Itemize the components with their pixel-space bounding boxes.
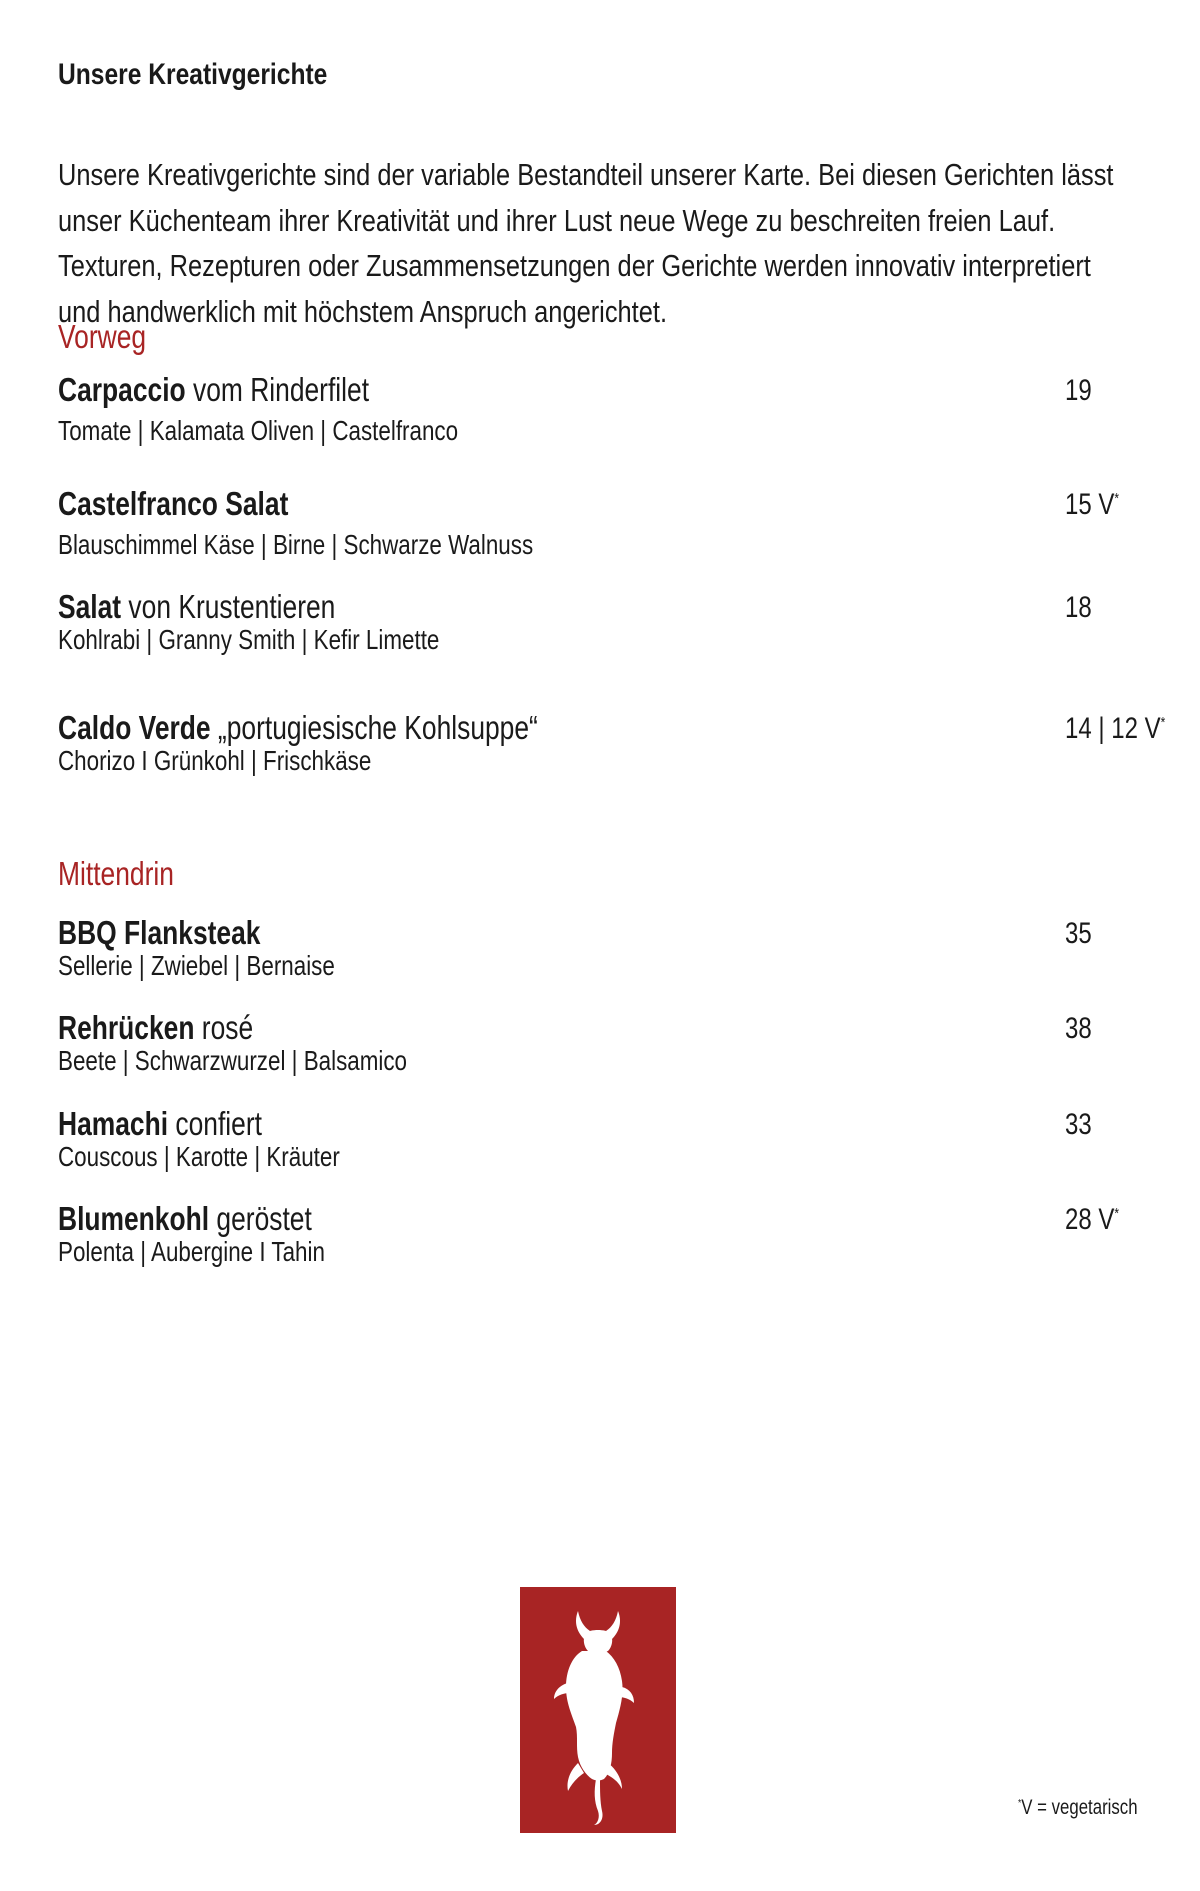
dish-name [58, 709, 538, 747]
footnote-vegetarian [1018, 1796, 1138, 1820]
dish-name-suffix: geröstet [209, 1200, 312, 1237]
logo [520, 1587, 676, 1833]
dish-price-value: 38 [1065, 1012, 1092, 1045]
dish-name-main: Hamachi [58, 1105, 169, 1142]
dish-name-suffix: rosé [194, 1009, 254, 1046]
intro-title: Unsere Kreativgerichte [58, 58, 328, 91]
dish-name-main: Salat [58, 588, 122, 625]
intro-line: Unsere Kreativgerichte sind der variable Bestandteil unserer Karte. Bei diesen Gerichten lässt [58, 157, 1114, 192]
dish-price-value: 14 | 12 V [1065, 712, 1161, 745]
dish-price-marker: * [1160, 714, 1166, 731]
dish-price-value: 18 [1065, 591, 1092, 624]
section-title-mittendrin: Mittendrin [58, 855, 174, 892]
dish-name [58, 371, 369, 409]
dish-name-main: Caldo Verde [58, 709, 211, 746]
dish-price [1065, 1203, 1119, 1237]
dish-price [1065, 917, 1092, 951]
dish-name-suffix: „portugiesische Kohlsuppe“ [210, 709, 538, 746]
dish-name [58, 914, 260, 952]
dish-sides: Blauschimmel Käse | Birne | Schwarze Walnuss [58, 529, 534, 560]
dish-name [58, 1105, 262, 1143]
dish-name [58, 1009, 253, 1047]
dish-price-marker: * [1114, 490, 1120, 507]
dish-name-main: Carpaccio [58, 371, 186, 408]
intro-paragraph [58, 152, 1157, 334]
intro-line: unser Küchenteam ihrer Kreativität und ihrer Lust neue Wege zu beschreiten freien Lauf. [58, 202, 1056, 238]
dish-name-suffix: von Krustentieren [121, 588, 336, 625]
bull-icon [520, 1587, 676, 1833]
dish-name [58, 1200, 312, 1238]
dish-name-suffix: vom Rinderfilet [185, 371, 370, 408]
dish-price-value: 33 [1065, 1108, 1092, 1141]
dish-name-main: BBQ Flanksteak [58, 914, 261, 951]
dish-sides: Sellerie | Zwiebel | Bernaise [58, 950, 335, 981]
dish-price [1065, 1108, 1092, 1142]
dish-price-marker: * [1114, 1205, 1120, 1222]
dish-sides: Chorizo I Grünkohl | Frischkäse [58, 745, 372, 776]
dish-name-main: Blumenkohl [58, 1200, 210, 1237]
dish-name-main: Castelfranco Salat [58, 485, 289, 522]
dish-sides: Beete | Schwarzwurzel | Balsamico [58, 1045, 408, 1076]
dish-sides: Couscous | Karotte | Kräuter [58, 1141, 340, 1172]
footnote-text: V = vegetarisch [1021, 1796, 1138, 1819]
dish-price [1065, 488, 1119, 522]
dish-price [1065, 374, 1092, 408]
section-title-vorweg: Vorweg [58, 318, 147, 355]
intro-line: Texturen, Rezepturen oder Zusammensetzungen der Gerichte werden innovativ interpretiert [58, 248, 1091, 283]
dish-name [58, 588, 335, 626]
dish-sides: Polenta | Aubergine I Tahin [58, 1236, 325, 1267]
dish-name-suffix: confiert [168, 1105, 262, 1142]
footnote-marker: * [1018, 1797, 1022, 1809]
dish-price-value: 15 V [1065, 488, 1115, 521]
dish-price [1065, 1012, 1092, 1046]
dish-name [58, 485, 288, 523]
dish-sides: Kohlrabi | Granny Smith | Kefir Limette [58, 624, 440, 655]
dish-price-value: 19 [1065, 374, 1092, 407]
dish-price [1065, 712, 1165, 746]
dish-name-main: Rehrücken [58, 1009, 195, 1046]
dish-price-value: 28 V [1065, 1203, 1115, 1236]
intro-line: und handwerklich mit höchstem Anspruch angerichtet. [58, 293, 668, 329]
dish-price-value: 35 [1065, 917, 1092, 950]
dish-price [1065, 591, 1092, 625]
dish-sides: Tomate | Kalamata Oliven | Castelfranco [58, 415, 459, 446]
